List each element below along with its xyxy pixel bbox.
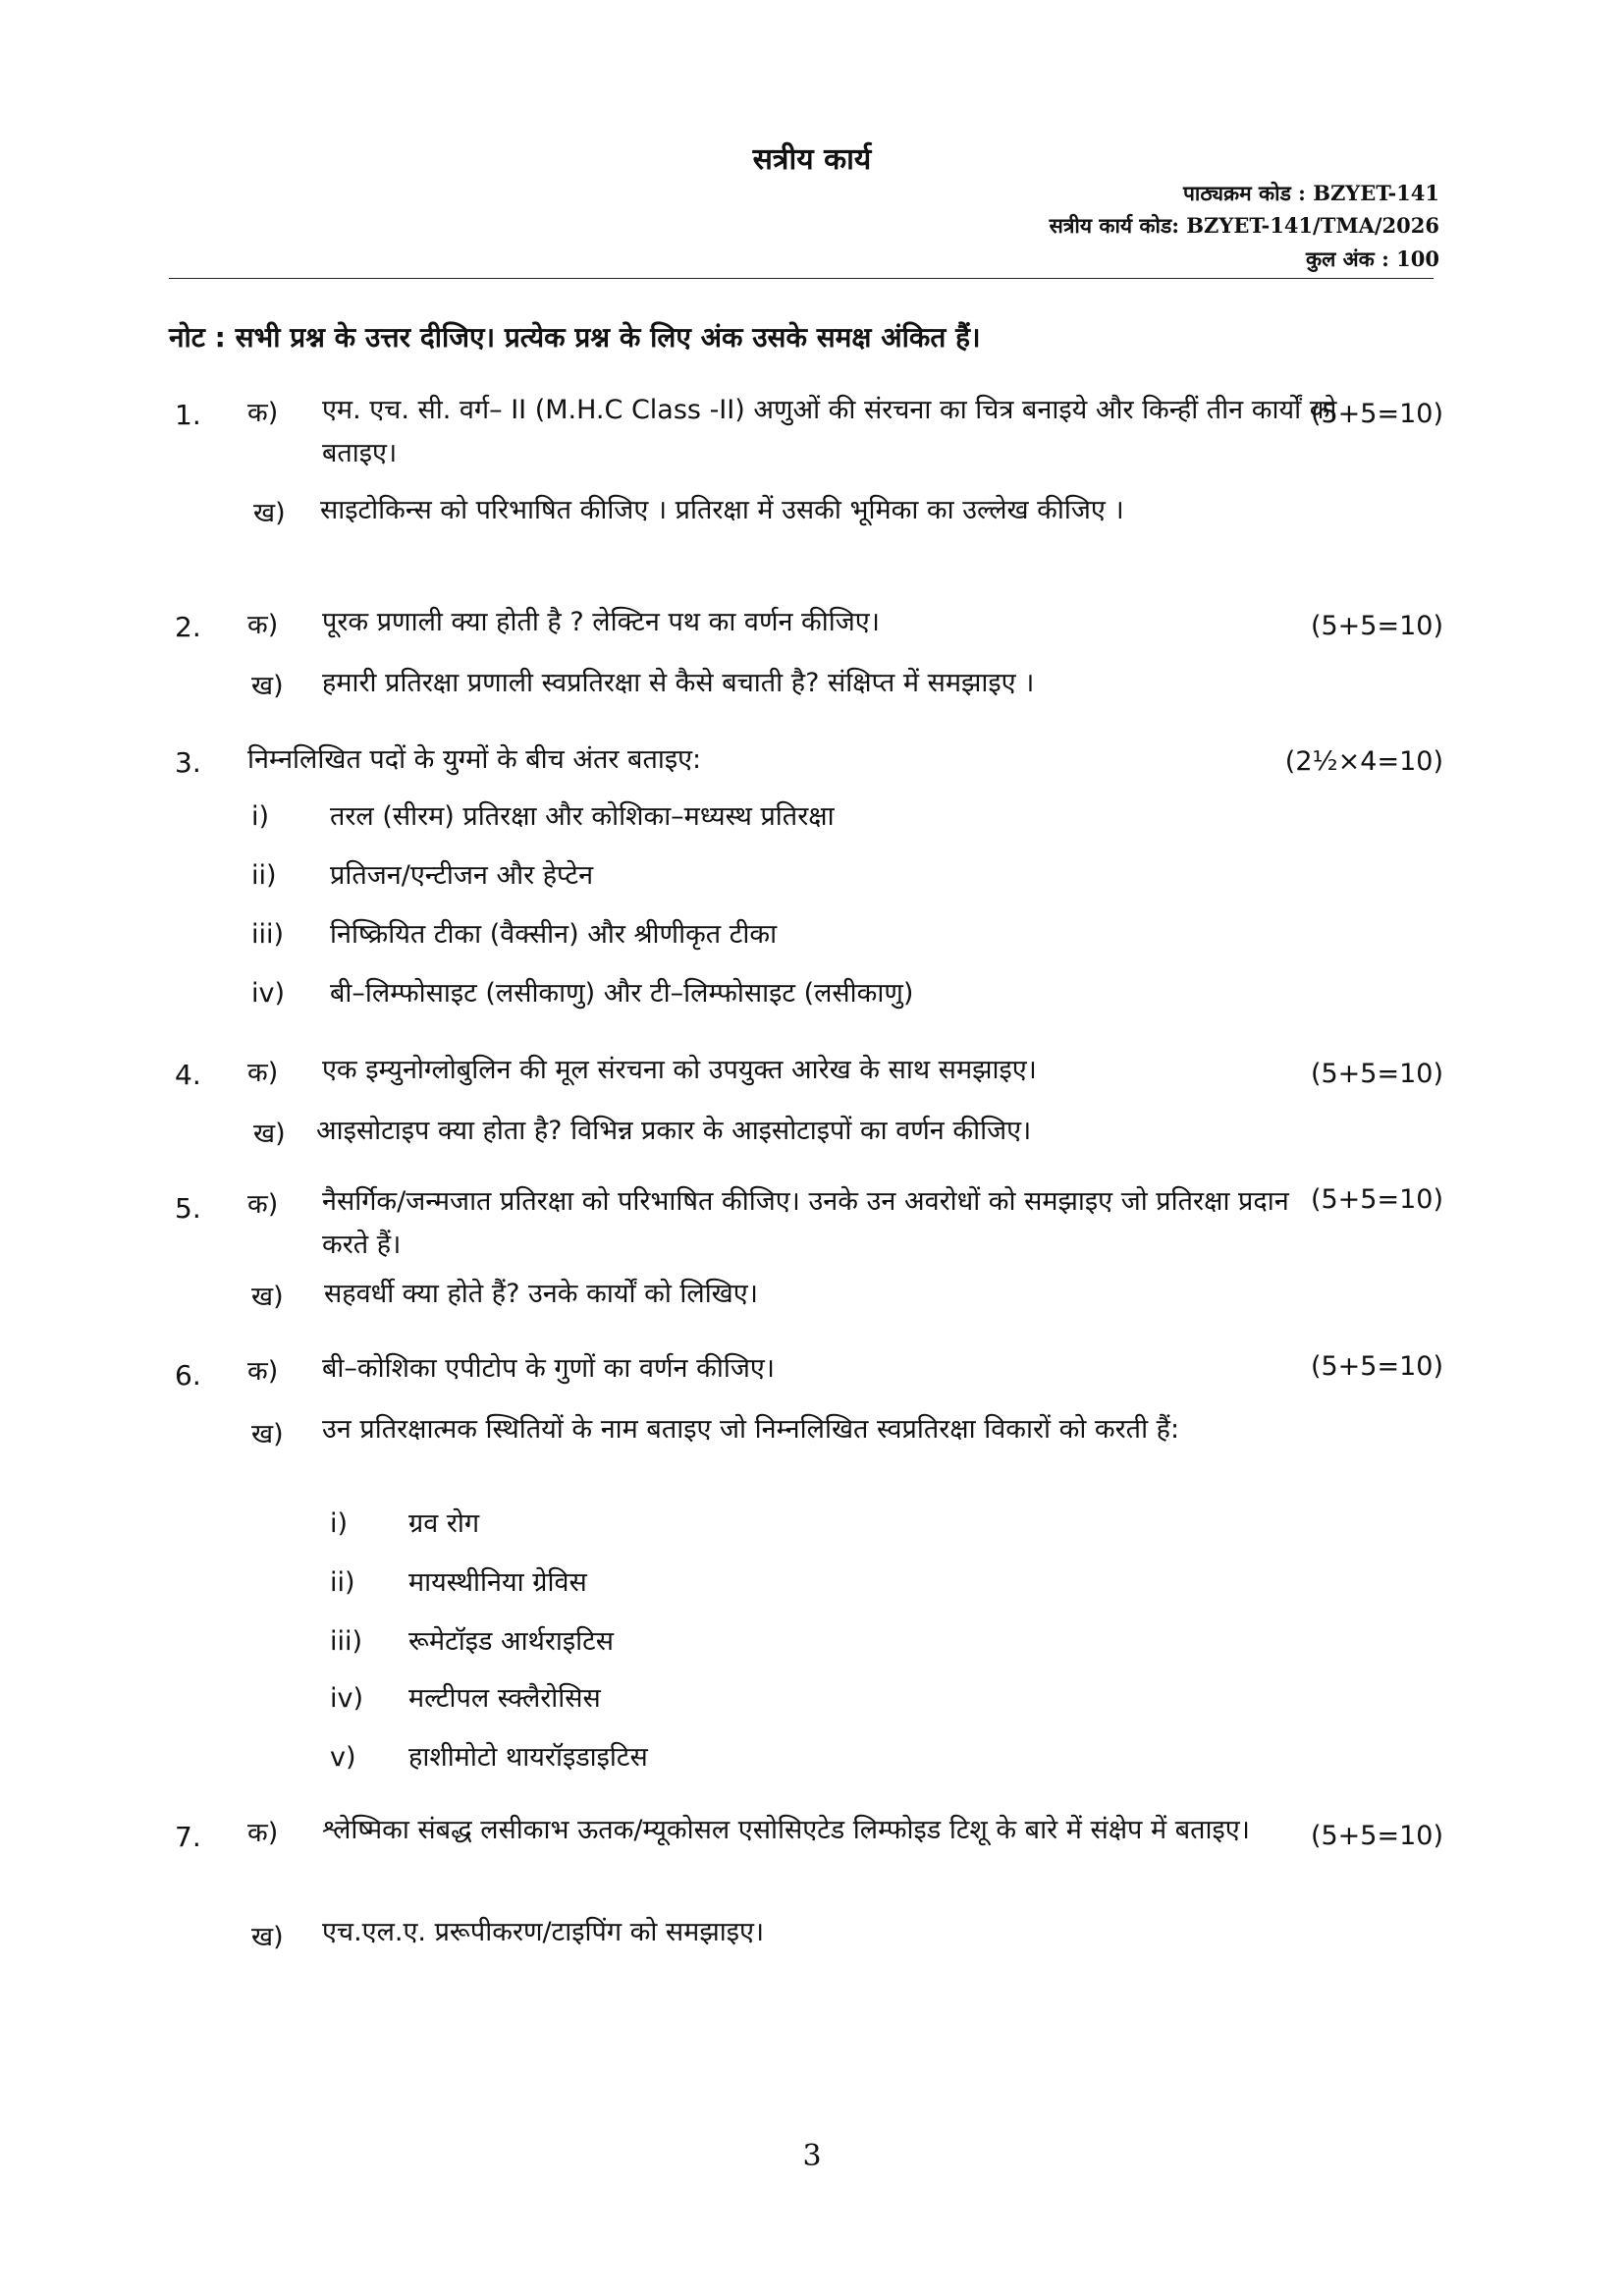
assignment-code: सत्रीय कार्य कोड: BZYET-141/TMA/2026 xyxy=(1049,213,1439,238)
item-text: हाशीमोटो थायरॉइडाइटिस xyxy=(408,1742,648,1773)
question-text: हमारी प्रतिरक्षा प्रणाली स्वप्रतिरक्षा से कैसे बचाती है? संक्षिप्त में समझाइए । xyxy=(322,668,1035,698)
item-text: बी–लिम्फोसाइट (लसीकाणु) और टी–लिम्फोसाइट (लसीकाणु) xyxy=(330,978,914,1009)
question-number: 4. xyxy=(175,1059,201,1091)
marks: (5+5=10) xyxy=(1310,611,1443,641)
item-label: iv) xyxy=(330,1683,364,1714)
item-text: प्रतिजन/एन्टीजन और हेप्टेन xyxy=(330,860,594,891)
marks: (5+5=10) xyxy=(1310,1351,1443,1382)
sub-label: ख) xyxy=(253,1119,286,1149)
item-label: i) xyxy=(330,1508,349,1539)
course-code: पाठ्यक्रम कोड : BZYET-141 xyxy=(1182,181,1439,205)
question-number: 5. xyxy=(175,1192,201,1225)
item-text: रूमेटॉइड आर्थराइटिस xyxy=(408,1626,615,1657)
sub-label: ख) xyxy=(251,1922,284,1952)
question-text: एम. एच. सी. वर्ग– II (M.H.C Class -II) अणुओं की संरचना का चित्र बनाइये और किन्हीं तीन कार्यों को बताइए। xyxy=(322,395,1337,468)
item-text: निष्क्रियित टीका (वैक्सीन) और श्रीणीकृत टीका xyxy=(330,919,778,950)
item-label: ii) xyxy=(330,1567,355,1598)
instructions-note: नोट : सभी प्रश्न के उत्तर दीजिए। प्रत्येक प्रश्न के लिए अंक उसके समक्ष अंकित हैं। xyxy=(169,321,981,354)
question-text: सहवर्धी क्या होते हैं? उनके कार्यों को लिखिए। xyxy=(324,1279,758,1309)
sub-label: क) xyxy=(247,398,279,428)
sub-label: क) xyxy=(247,610,279,640)
marks: (5+5=10) xyxy=(1310,1821,1443,1851)
question-text: नैसर्गिक/जन्मजात प्रतिरक्षा को परिभाषित कीजिए। उनके उन अवरोधों को समझाइए जो प्रतिरक्षा प्रदान करते हैं। xyxy=(322,1186,1289,1260)
question-number: 3. xyxy=(175,746,201,779)
question-text: एच.एल.ए. प्ररूपीकरण/टाइपिंग को समझाइए। xyxy=(322,1917,765,1947)
item-text: तरल (सीरम) प्रतिरक्षा और कोशिका–मध्यस्थ प्रतिरक्षा xyxy=(330,801,835,832)
question-number: 7. xyxy=(175,1821,201,1853)
marks: (5+5=10) xyxy=(1310,399,1443,429)
page-title: सत्रीय कार्य xyxy=(752,142,872,177)
sub-label: ख) xyxy=(251,671,284,701)
sub-label: क) xyxy=(247,1818,279,1848)
marks: (5+5=10) xyxy=(1310,1059,1443,1089)
question-text: एक इम्युनोग्लोबुलिन की मूल संरचना को उपयुक्त आरेख के साथ समझाइए। xyxy=(322,1055,1037,1085)
sub-label: क) xyxy=(247,1058,279,1088)
sub-label: ख) xyxy=(251,1419,284,1449)
question-text: साइटोकिन्स को परिभाषित कीजिए । प्रतिरक्षा में उसकी भूमिका का उल्लेख कीजिए । xyxy=(320,495,1124,525)
item-label: iii) xyxy=(330,1626,363,1657)
item-label: v) xyxy=(330,1742,356,1773)
page-number: 3 xyxy=(802,2139,822,2173)
question-text: निम्नलिखित पदों के युग्मों के बीच अंतर बताइए: xyxy=(247,744,702,775)
question-text: उन प्रतिरक्षात्मक स्थितियों के नाम बताइए जो निम्नलिखित स्वप्रतिरक्षा विकारों को करती हैं: xyxy=(322,1414,1180,1445)
marks: (2½×4=10) xyxy=(1284,746,1443,777)
question-text: आइसोटाइप क्या होता है? विभिन्न प्रकार के आइसोटाइपों का वर्णन कीजिए। xyxy=(316,1116,1032,1146)
sub-label: क) xyxy=(247,1356,279,1387)
item-label: i) xyxy=(251,801,270,832)
question-number: 1. xyxy=(175,399,201,431)
question-number: 2. xyxy=(175,611,201,643)
sub-label: ख) xyxy=(253,498,286,528)
item-text: मायस्थीनिया ग्रेविस xyxy=(408,1567,587,1598)
sub-label: क) xyxy=(247,1189,279,1220)
item-label: ii) xyxy=(251,860,277,891)
sub-label: ख) xyxy=(251,1282,284,1312)
total-marks: कुल अंक : 100 xyxy=(1305,246,1439,271)
question-text: बी–कोशिका एपीटोप के गुणों का वर्णन कीजिए। xyxy=(322,1353,776,1384)
item-label: iii) xyxy=(251,919,285,950)
header-divider xyxy=(169,278,1434,279)
question-number: 6. xyxy=(175,1359,201,1392)
item-label: iv) xyxy=(251,978,286,1009)
question-text: श्लेष्मिका संबद्ध लसीकाभ ऊतक/म्यूकोसल एसोसिएटेड लिम्फोइड टिशू के बारे में संक्षेप में बताइए। xyxy=(322,1815,1250,1845)
marks: (5+5=10) xyxy=(1310,1184,1443,1215)
item-text: मल्टीपल स्क्लैरोसिस xyxy=(408,1683,601,1714)
item-text: ग्रव रोग xyxy=(408,1508,480,1539)
question-text: पूरक प्रणाली क्या होती है ? लेक्टिन पथ का वर्णन कीजिए। xyxy=(322,607,880,637)
